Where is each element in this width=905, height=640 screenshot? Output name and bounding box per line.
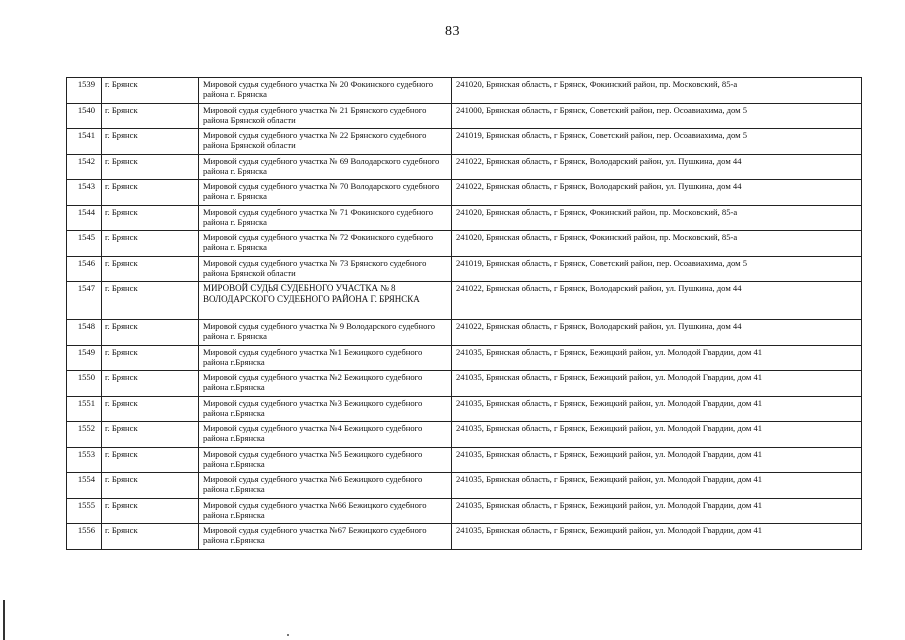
table-row [67,205,862,231]
row-city: г. Брянск [102,422,199,448]
row-address: 241020, Брянская область, г Брянск, Фокинский район, пр. Московский, 85-а [452,231,862,257]
row-court-name: Мировой судья судебного участка №5 Бежицкого судебного района г.Брянска [199,447,452,473]
row-address: 241000, Брянская область, г Брянск, Советский район, пер. Осоавиахима, дом 5 [452,103,862,129]
table-row [67,371,862,397]
row-address: 241035, Брянская область, г Брянск, Бежицкий район, ул. Молодой Гвардии, дом 41 [452,447,862,473]
row-address: 241022, Брянская область, г Брянск, Володарский район, ул. Пушкина, дом 44 [452,180,862,206]
row-city: г. Брянск [102,256,199,282]
table-row [67,231,862,257]
row-address: 241035, Брянская область, г Брянск, Бежицкий район, ул. Молодой Гвардии, дом 41 [452,371,862,397]
row-address: 241035, Брянская область, г Брянск, Бежицкий район, ул. Молодой Гвардии, дом 41 [452,422,862,448]
row-number: 1554 [67,473,102,499]
row-city: г. Брянск [102,320,199,346]
table-row [67,396,862,422]
row-address: 241035, Брянская область, г Брянск, Бежицкий район, ул. Молодой Гвардии, дом 41 [452,345,862,371]
table-row [67,320,862,346]
row-address: 241035, Брянская область, г Брянск, Бежицкий район, ул. Молодой Гвардии, дом 41 [452,473,862,499]
row-city: г. Брянск [102,231,199,257]
row-number: 1545 [67,231,102,257]
table-row [67,78,862,104]
row-court-name: Мировой судья судебного участка №67 Бежицкого судебного района г.Брянска [199,524,452,550]
table-row [67,154,862,180]
row-number: 1553 [67,447,102,473]
row-number: 1552 [67,422,102,448]
row-court-name: Мировой судья судебного участка №2 Бежицкого судебного района г.Брянска [199,371,452,397]
row-number: 1555 [67,498,102,524]
row-city: г. Брянск [102,282,199,320]
row-city: г. Брянск [102,498,199,524]
row-number: 1556 [67,524,102,550]
table-row [67,282,862,320]
row-number: 1540 [67,103,102,129]
row-number: 1546 [67,256,102,282]
row-number: 1544 [67,205,102,231]
table-row [67,103,862,129]
row-court-name: МИРОВОЙ СУДЬЯ СУДЕБНОГО УЧАСТКА № 8 ВОЛОДАРСКОГО СУДЕБНОГО РАЙОНА Г. БРЯНСКА [199,282,452,320]
row-court-name: Мировой судья судебного участка № 20 Фокинского судебного района г. Брянска [199,78,452,104]
row-address: 241035, Брянская область, г Брянск, Бежицкий район, ул. Молодой Гвардии, дом 41 [452,498,862,524]
row-court-name: Мировой судья судебного участка №66 Бежицкого судебного района г.Брянска [199,498,452,524]
table-row [67,524,862,550]
table-row [67,180,862,206]
row-court-name: Мировой судья судебного участка № 69 Володарского судебного района г. Брянска [199,154,452,180]
table-row [67,422,862,448]
row-number: 1547 [67,282,102,320]
table-row [67,345,862,371]
row-court-name: Мировой судья судебного участка № 73 Брянского судебного района Брянской области [199,256,452,282]
row-city: г. Брянск [102,447,199,473]
row-city: г. Брянск [102,524,199,550]
row-city: г. Брянск [102,205,199,231]
row-court-name: Мировой судья судебного участка № 70 Володарского судебного района г. Брянска [199,180,452,206]
row-address: 241022, Брянская область, г Брянск, Володарский район, ул. Пушкина, дом 44 [452,320,862,346]
row-address: 241020, Брянская область, г Брянск, Фокинский район, пр. Московский, 85-а [452,78,862,104]
row-court-name: Мировой судья судебного участка №3 Бежицкого судебного района г.Брянска [199,396,452,422]
scan-speck [287,634,289,636]
row-address: 241019, Брянская область, г Брянск, Советский район, пер. Осоавиахима, дом 5 [452,256,862,282]
row-city: г. Брянск [102,103,199,129]
row-court-name: Мировой судья судебного участка №1 Бежицкого судебного района г.Брянска [199,345,452,371]
row-city: г. Брянск [102,396,199,422]
row-city: г. Брянск [102,154,199,180]
row-city: г. Брянск [102,345,199,371]
row-court-name: Мировой судья судебного участка № 21 Брянского судебного района Брянской области [199,103,452,129]
row-court-name: Мировой судья судебного участка № 9 Володарского судебного района г. Брянска [199,320,452,346]
row-court-name: Мировой судья судебного участка №6 Бежицкого судебного района г.Брянска [199,473,452,499]
row-city: г. Брянск [102,78,199,104]
table-row [67,498,862,524]
row-city: г. Брянск [102,473,199,499]
row-number: 1541 [67,129,102,155]
row-city: г. Брянск [102,371,199,397]
row-number: 1542 [67,154,102,180]
row-number: 1543 [67,180,102,206]
row-address: 241035, Брянская область, г Брянск, Бежицкий район, ул. Молодой Гвардии, дом 41 [452,524,862,550]
row-court-name: Мировой судья судебного участка № 22 Брянского судебного района Брянской области [199,129,452,155]
row-number: 1548 [67,320,102,346]
row-number: 1549 [67,345,102,371]
row-number: 1539 [67,78,102,104]
scan-edge-mark [3,600,5,640]
row-address: 241022, Брянская область, г Брянск, Володарский район, ул. Пушкина, дом 44 [452,154,862,180]
page-number: 83 [445,24,460,39]
row-number: 1550 [67,371,102,397]
row-court-name: Мировой судья судебного участка №4 Бежицкого судебного района г.Брянска [199,422,452,448]
row-court-name: Мировой судья судебного участка № 72 Фокинского судебного района г. Брянска [199,231,452,257]
table-row [67,447,862,473]
row-address: 241020, Брянская область, г Брянск, Фокинский район, пр. Московский, 85-а [452,205,862,231]
row-court-name: Мировой судья судебного участка № 71 Фокинского судебного района г. Брянска [199,205,452,231]
table-row [67,473,862,499]
row-address: 241019, Брянская область, г Брянск, Советский район, пер. Осоавиахима, дом 5 [452,129,862,155]
court-registry-table [66,77,862,550]
row-address: 241035, Брянская область, г Брянск, Бежицкий район, ул. Молодой Гвардии, дом 41 [452,396,862,422]
row-address: 241022, Брянская область, г Брянск, Володарский район, ул. Пушкина, дом 44 [452,282,862,320]
row-number: 1551 [67,396,102,422]
table-row [67,129,862,155]
row-city: г. Брянск [102,129,199,155]
row-city: г. Брянск [102,180,199,206]
table-row [67,256,862,282]
